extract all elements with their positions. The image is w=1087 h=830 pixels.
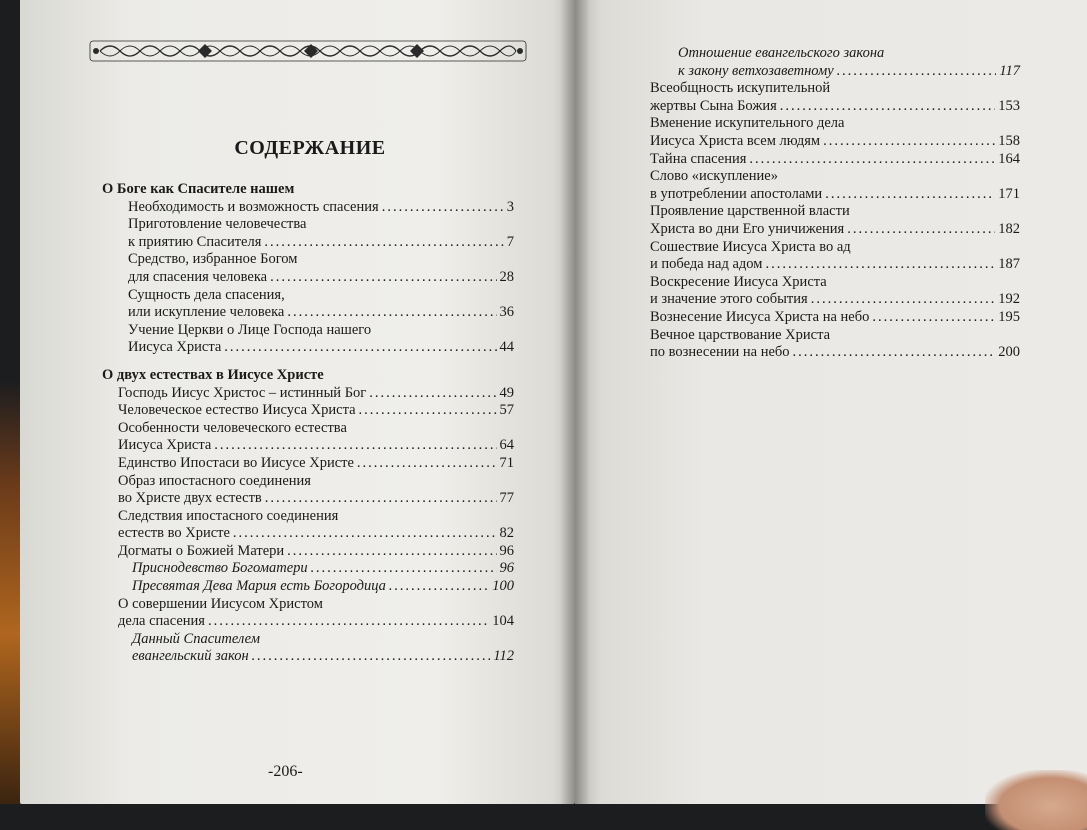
toc-entry (102, 596, 514, 631)
toc-entry (650, 239, 1020, 274)
toc-page-number: 77 (499, 490, 514, 507)
toc-entry-title: Человеческое естество Иисуса Христа (118, 402, 356, 419)
dot-leader (793, 344, 996, 362)
dot-leader (224, 339, 496, 357)
toc-entry-line-with-page (678, 63, 1020, 81)
toc-entry-line (678, 45, 1020, 63)
toc-entry-line-with-page (132, 560, 514, 578)
toc-page-number: 64 (499, 437, 514, 454)
toc-entry-line-with-page (118, 437, 514, 455)
toc-entry (102, 420, 514, 455)
toc-entry-line (118, 596, 514, 614)
toc-page-number: 49 (499, 384, 514, 401)
dot-leader (780, 98, 995, 116)
toc-entry-title: Вменение искупительного дела (650, 115, 845, 132)
page-title: СОДЕРЖАНИЕ (234, 137, 386, 159)
toc-entry (102, 455, 514, 473)
toc-entry-title: в употреблении апостолами (650, 185, 823, 202)
toc-entry-line (650, 239, 1020, 257)
toc-entry-title: Пресвятая Дева Мария есть Богородица (132, 578, 386, 595)
toc-page-number: 3 (506, 198, 514, 215)
toc-entry-title: Образ ипостасного соединения (118, 472, 311, 489)
toc-entry (102, 473, 514, 508)
toc-entry (650, 203, 1020, 238)
toc-entry (650, 274, 1020, 309)
toc-entry-line (132, 631, 514, 649)
toc-entry-title: Слово «искупление» (650, 168, 778, 185)
toc-entry-line (118, 473, 514, 491)
toc-entry (650, 115, 1020, 150)
toc-entry (102, 578, 514, 596)
dot-leader (252, 648, 491, 666)
toc-entry (102, 508, 514, 543)
dot-leader (357, 455, 497, 473)
toc-page-number: 200 (998, 344, 1020, 361)
toc-entry-line-with-page (132, 578, 514, 596)
dot-leader (369, 385, 496, 403)
toc-entry-title: Учение Церкви о Лице Господа нашего (128, 321, 372, 338)
toc-entry (102, 631, 514, 666)
toc-entry-line-with-page (118, 402, 514, 420)
toc-entry-line (650, 80, 1020, 98)
toc-entry-title: Необходимость и возможность спасения (128, 198, 379, 215)
toc-entry-title: Иисуса Христа всем людям (650, 132, 821, 149)
toc-entry-title: Воскресение Иисуса Христа (650, 273, 827, 290)
toc-entry (650, 327, 1020, 362)
toc-entry-title: Средство, избранное Богом (128, 251, 298, 268)
toc-entry-line (650, 115, 1020, 133)
table-of-contents-left (102, 181, 514, 666)
toc-entry-line-with-page (118, 613, 514, 631)
toc-entry (102, 287, 514, 322)
toc-entry-title: Сущность дела спасения, (128, 286, 285, 303)
toc-entry-line-with-page (650, 221, 1020, 239)
toc-entry (102, 199, 514, 217)
toc-entry-title: Проявление царственной власти (650, 203, 850, 220)
toc-entry-line-with-page (128, 304, 514, 322)
toc-page-number: 96 (499, 542, 514, 559)
toc-entry (102, 560, 514, 578)
toc-entry-line-with-page (128, 339, 514, 357)
toc-entry (102, 251, 514, 286)
toc-entry-line-with-page (118, 543, 514, 561)
toc-entry-title: Вечное царствование Христа (650, 326, 831, 343)
toc-entry-line-with-page (650, 344, 1020, 362)
toc-entry-line (118, 420, 514, 438)
toc-entry-line (128, 251, 514, 269)
dot-leader (825, 186, 995, 204)
toc-section-heading: О Боге как Спасителе нашем (102, 181, 295, 197)
dot-leader (389, 578, 489, 596)
toc-entry (650, 45, 1020, 80)
toc-entry-title: или искупление человека (128, 304, 285, 321)
table-of-contents-right (650, 45, 1020, 362)
toc-entry-line (650, 327, 1020, 345)
dot-leader (811, 291, 996, 309)
dot-leader (208, 613, 489, 631)
toc-entry-line-with-page (128, 234, 514, 252)
dot-leader (823, 133, 995, 151)
toc-entry-title: естеств во Христе (118, 525, 230, 542)
toc-entry-title: Данный Спасителем (132, 630, 260, 647)
dot-leader (311, 560, 497, 578)
toc-page-number: 7 (506, 233, 514, 250)
toc-entry-line-with-page (118, 385, 514, 403)
dot-leader (382, 199, 504, 217)
toc-entry (102, 402, 514, 420)
toc-entry-title: и значение этого события (650, 291, 808, 308)
toc-section-heading: О двух естествах в Иисусе Христе (102, 366, 324, 383)
toc-page-number: 182 (998, 220, 1020, 237)
toc-page-number: 28 (499, 268, 514, 285)
toc-entry-title: Христа во дни Его уничижения (650, 220, 845, 237)
toc-page-number: 36 (499, 304, 514, 321)
toc-entry-line (128, 287, 514, 305)
toc-page-number: 96 (499, 560, 514, 577)
toc-entry-title: Догматы о Божией Матери (118, 542, 285, 559)
book-gutter (560, 0, 590, 804)
dot-leader (270, 269, 496, 287)
dot-leader (765, 256, 995, 274)
toc-page-number: 117 (999, 62, 1020, 79)
toc-page-number: 112 (493, 648, 514, 665)
toc-entry-line-with-page (128, 199, 514, 217)
finger-thumb (985, 770, 1087, 830)
toc-entry-title: дела спасения (118, 613, 205, 630)
toc-entry-line-with-page (128, 269, 514, 287)
toc-page-number: 82 (499, 525, 514, 542)
toc-page-number: 164 (998, 150, 1020, 167)
dot-leader (265, 490, 497, 508)
toc-entry-line-with-page (118, 525, 514, 543)
toc-entry-title: Отношение евангельского закона (678, 45, 885, 61)
dot-leader (233, 525, 497, 543)
dot-leader (872, 309, 995, 327)
toc-page-number: 104 (492, 613, 514, 630)
toc-entry-title: Единство Ипостаси во Иисусе Христе (118, 454, 354, 471)
toc-entry-line-with-page (650, 291, 1020, 309)
toc-entry-line (650, 274, 1020, 292)
toc-entry (102, 322, 514, 357)
toc-entry-title: жертвы Сына Божия (650, 97, 777, 114)
toc-entry-title: Господь Иисус Христос – истинный Бог (118, 384, 367, 401)
toc-entry-title: и победа над адом (650, 256, 763, 273)
toc-page-number: 171 (998, 185, 1020, 202)
toc-entry (102, 543, 514, 561)
toc-entry-title: Иисуса Христа (118, 437, 212, 454)
toc-entry-line (118, 508, 514, 526)
toc-entry-line-with-page (650, 256, 1020, 274)
toc-entry-line (650, 168, 1020, 186)
toc-entry-line-with-page (650, 151, 1020, 169)
toc-entry-title: Сошествие Иисуса Христа во ад (650, 238, 851, 255)
toc-entry-title: Тайна спасения (650, 150, 747, 167)
dot-leader (287, 543, 496, 561)
toc-entry (650, 309, 1020, 327)
toc-page-number: 153 (998, 97, 1020, 114)
toc-entry-title: по вознесении на небо (650, 344, 790, 361)
toc-entry-line (650, 203, 1020, 221)
dot-leader (264, 234, 503, 252)
toc-entry-line (128, 216, 514, 234)
toc-page-number: 192 (998, 291, 1020, 308)
toc-entry-line-with-page (132, 648, 514, 666)
dot-leader (214, 437, 496, 455)
toc-entry-title: Приснодевство Богоматери (132, 560, 308, 577)
decorative-header-ornament (88, 38, 528, 64)
page-number: -206- (268, 763, 303, 780)
toc-entry-title: Следствия ипостасного соединения (118, 507, 339, 524)
toc-entry-line-with-page (650, 186, 1020, 204)
dot-leader (359, 402, 497, 420)
toc-page-number: 158 (998, 132, 1020, 149)
toc-entry (650, 80, 1020, 115)
toc-entry (102, 216, 514, 251)
toc-entry (102, 385, 514, 403)
toc-page-number: 195 (998, 308, 1020, 325)
toc-entry-title: во Христе двух естеств (118, 490, 262, 507)
toc-page-number: 71 (499, 454, 514, 471)
toc-entry-title: О совершении Иисусом Христом (118, 595, 323, 612)
toc-entry-title: Всеобщность искупительной (650, 80, 831, 97)
toc-entry-title: к приятию Спасителя (128, 233, 262, 250)
toc-page-number: 57 (499, 402, 514, 419)
toc-page-number: 100 (492, 578, 514, 595)
toc-page-number: 44 (499, 339, 514, 356)
toc-entry-title: Особенности человеческого естества (118, 419, 347, 436)
dot-leader (287, 304, 496, 322)
toc-entry-line (128, 322, 514, 340)
toc-entry-title: Вознесение Иисуса Христа на небо (650, 308, 870, 325)
toc-entry-title: Приготовление человечества (128, 216, 307, 233)
toc-entry-line-with-page (118, 455, 514, 473)
toc-entry-title: для спасения человека (128, 268, 268, 285)
toc-entry (650, 151, 1020, 169)
toc-entry-title: евангельский закон (132, 648, 249, 665)
toc-page-number: 187 (998, 256, 1020, 273)
dot-leader (847, 221, 995, 239)
toc-entry (650, 168, 1020, 203)
toc-entry-line-with-page (650, 98, 1020, 116)
toc-entry-line-with-page (650, 133, 1020, 151)
toc-entry-line-with-page (118, 490, 514, 508)
toc-entry-title: к закону ветхозаветному (678, 62, 834, 79)
toc-entry-title: Иисуса Христа (128, 339, 222, 356)
dot-leader (837, 63, 997, 81)
toc-entry-line-with-page (650, 309, 1020, 327)
dot-leader (749, 151, 995, 169)
